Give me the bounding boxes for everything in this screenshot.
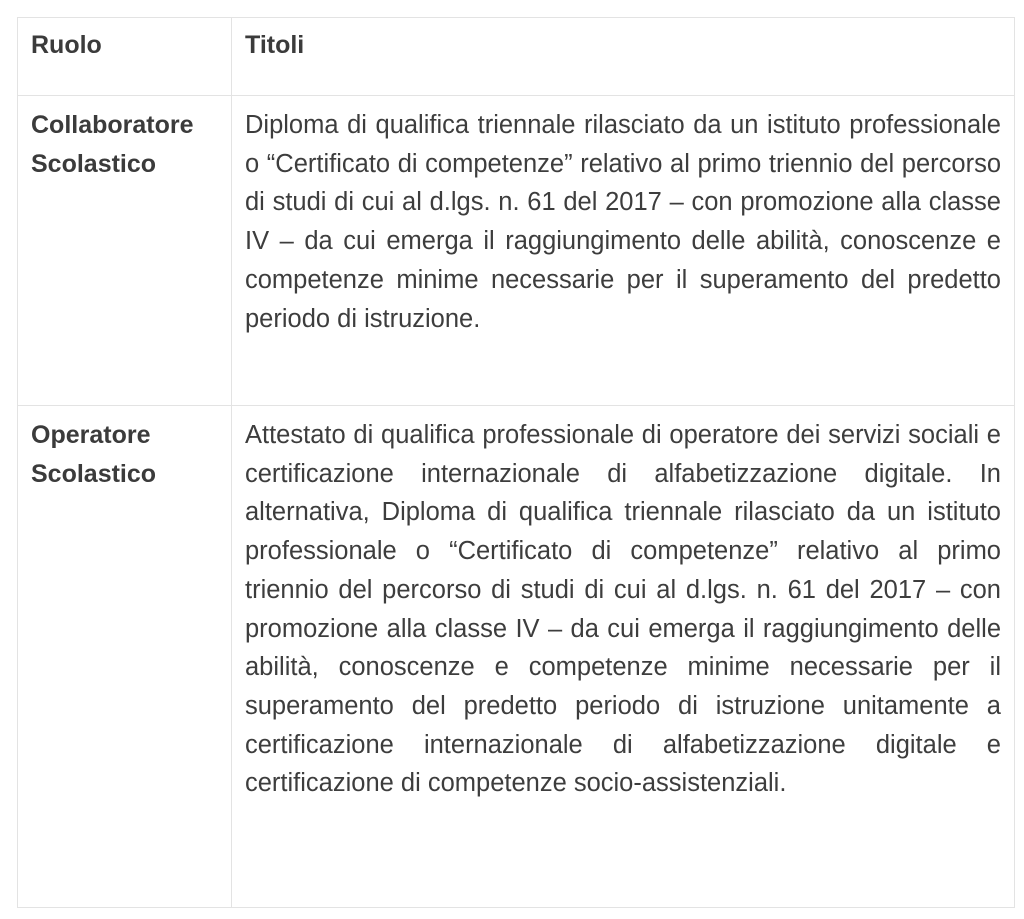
titles-cell (232, 406, 1015, 908)
table-row (18, 96, 1015, 406)
header-cell-role (18, 18, 232, 96)
role-name-line-1: Collaboratore (31, 111, 194, 139)
role-name (31, 416, 231, 493)
role-name-line-1: Operatore (31, 421, 151, 449)
role-cell (18, 406, 232, 908)
header-titles-label: Titoli (245, 31, 305, 59)
roles-table (17, 17, 1015, 908)
role-name-line-2: Scolastico (31, 459, 157, 488)
titles-cell (232, 96, 1015, 406)
role-name (31, 106, 231, 183)
titles-text: Attestato di qualifica professionale di operatore dei servizi sociali e certificazione internazionale di alfabetizzazione digitale. In alternativa, Diploma di qualifica triennale rilasciato da un istituto professionale o “Certificato di competenze” relativo al primo triennio del percorso di studi di cui al d.lgs. n. 61 del 2017 – con promozione alla classe IV – da cui emerga il raggiungimento delle abilità, conoscenze e competenze minime necessarie per il superamento del predetto periodo di istruzione unitamente a certificazione internazionale di alfabetizzazione digitale e certificazione di competenze socio-assistenziali. (245, 421, 1001, 798)
table-row (18, 406, 1015, 908)
header-role-label: Ruolo (31, 31, 102, 59)
role-cell (18, 96, 232, 406)
header-cell-titles (232, 18, 1015, 96)
titles-text: Diploma di qualifica triennale rilasciato da un istituto professionale o “Certificato di competenze” relativo al primo triennio del percorso di studi di cui al d.lgs. n. 61 del 2017 – con promozione alla classe IV – da cui emerga il raggiungimento delle abilità, conoscenze e competenze minime necessarie per il superamento del predetto periodo di istruzione. (245, 111, 1001, 333)
table-header-row (18, 18, 1015, 96)
role-name-line-2: Scolastico (31, 149, 157, 178)
